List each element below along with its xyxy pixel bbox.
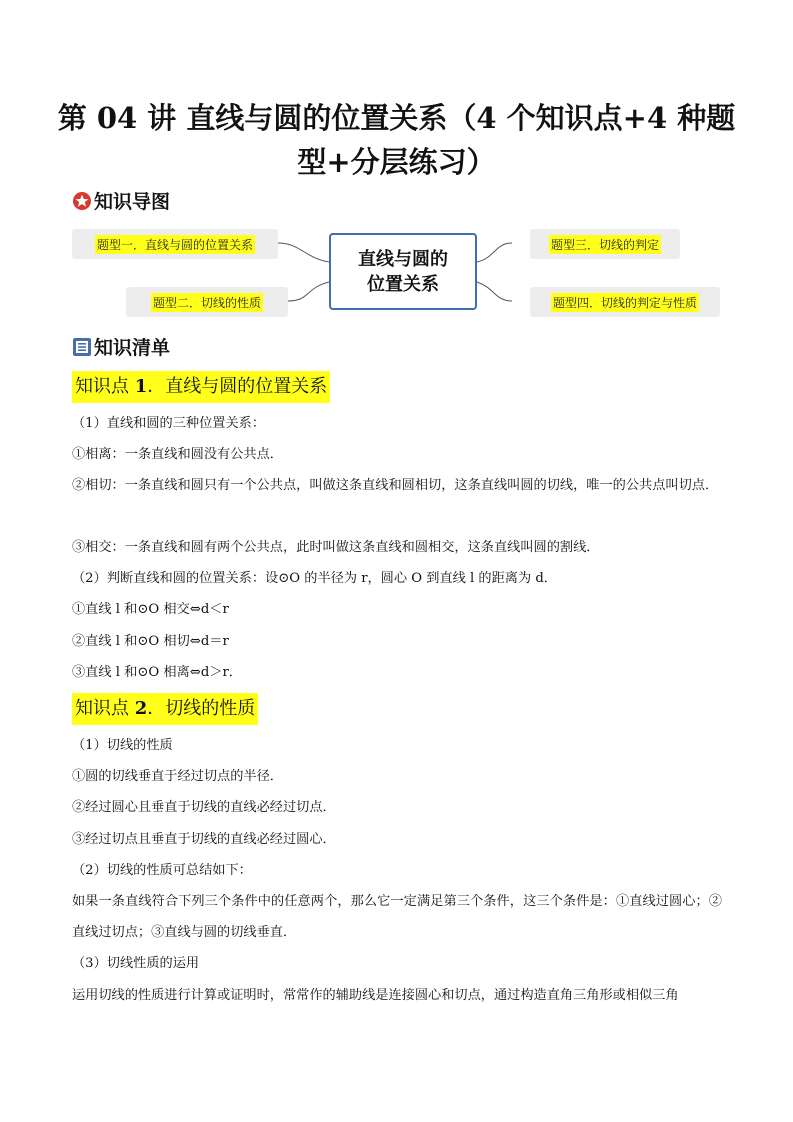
kp2-line-8: 运用切线的性质进行计算或证明时，常常作的辅助线是连接圆心和切点，通过构造直角三角形或相似三角: [72, 988, 679, 1003]
list-section-title: 知识清单: [94, 337, 171, 359]
kp1-line-5: （2）判断直线和圆的位置关系：设⊙O 的半径为 r，圆心 O 到直线 l 的距离为 d．: [72, 571, 557, 586]
kp2-line-1: （1）切线的性质: [72, 738, 173, 753]
kp-prefix: 知识点: [75, 698, 135, 719]
page-title: [40, 96, 753, 184]
mindmap-node-label: 题型一．直线与圆的位置关系: [95, 235, 255, 254]
mindmap-center-line-2: 位置关系: [367, 273, 439, 295]
kp2-line-3: ②经过圆心且垂直于切线的直线必经过切点．: [72, 800, 336, 815]
kp2-line-2: ①圆的切线垂直于经过切点的半径．: [72, 769, 283, 784]
kp2-line-4: ③经过切点且垂直于切线的直线必经过圆心．: [72, 832, 336, 847]
mindmap-node-right-top: [530, 229, 680, 259]
mindmap-node-left-top: [72, 229, 278, 259]
mindmap-node-label: 题型三．切线的判定: [549, 235, 661, 254]
kp2-line-7: （3）切线性质的运用: [72, 956, 200, 971]
mindmap-section-title: 知识导图: [94, 191, 171, 213]
kp2-line-5: （2）切线的性质可总结如下：: [72, 863, 252, 878]
mindmap-center-line-1: 直线与圆的: [358, 248, 448, 270]
kp-number: 1: [134, 376, 148, 397]
kp1-line-4: ③相交：一条直线和圆有两个公共点，此时叫做这条直线和圆相交，这条直线叫圆的割线．: [72, 540, 600, 555]
kp1-line-2: ①相离：一条直线和圆没有公共点．: [72, 447, 283, 462]
title-line-1: 第 04 讲 直线与圆的位置关系（4 个知识点+4 种题: [57, 101, 736, 135]
kp1-line-8: ③直线 l 和⊙O 相离⇔d＞r．: [72, 665, 242, 680]
kp-text: ．直线与圆的位置关系: [147, 376, 328, 397]
kp1-line-7: ②直线 l 和⊙O 相切⇔d＝r: [72, 634, 229, 649]
mindmap-node-label: 题型二．切线的性质: [151, 293, 263, 312]
kp-prefix: 知识点: [75, 376, 135, 397]
mindmap-center-node: [329, 233, 477, 310]
kp1-line-6: ①直线 l 和⊙O 相交⇔d＜r: [72, 602, 229, 617]
star-badge-icon: [72, 191, 92, 211]
knowledge-point-1-heading: [72, 371, 330, 403]
mindmap-node-label: 题型四．切线的判定与性质: [551, 293, 699, 312]
kp2-line-6: 如果一条直线符合下列三个条件中的任意两个，那么它一定满足第三个条件，这三个条件是：①直线过圆心；②直线过切点；③直线与圆的切线垂直．: [72, 894, 722, 940]
kp-number: 2: [134, 698, 148, 719]
title-line-2: 型+分层练习）: [297, 145, 496, 179]
mindmap-node-left-bottom: [126, 287, 288, 317]
kp1-line-1: （1）直线和圆的三种位置关系：: [72, 416, 266, 431]
kp-text: ．切线的性质: [147, 698, 256, 719]
kp1-line-3: ②相切：一条直线和圆只有一个公共点，叫做这条直线和圆相切，这条直线叫圆的切线，唯一的公共点叫切点．: [72, 478, 719, 493]
list-section-heading: [72, 333, 170, 360]
mindmap-node-right-bottom: [530, 287, 720, 317]
document-list-icon: [72, 337, 92, 357]
mindmap-section-heading: [72, 187, 170, 214]
knowledge-point-2-heading: [72, 693, 258, 725]
